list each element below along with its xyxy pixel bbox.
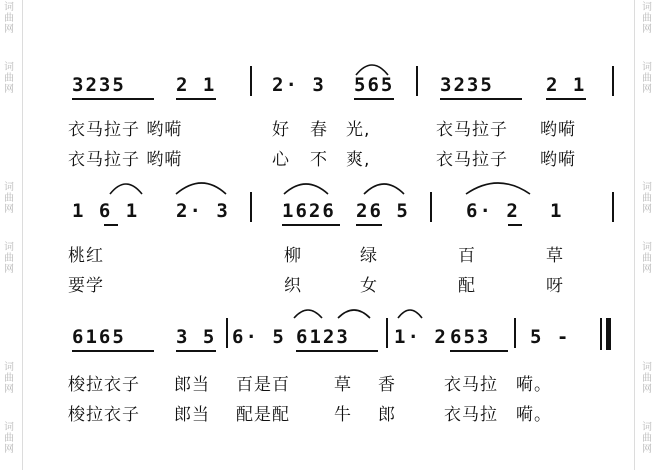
underline-beam: [450, 350, 508, 352]
notes-r1-m1a: 3235: [72, 74, 126, 96]
lyric-r1-v1-b: 好: [272, 120, 290, 140]
notes-r2-m3a: 6· 2: [466, 200, 520, 222]
slur-r3b: [338, 310, 370, 318]
watermark-left-6: 词 曲 网: [4, 422, 14, 455]
underline-beam: [508, 224, 522, 226]
lyric-r1-v1-c: 春: [310, 120, 328, 140]
slur-r3c: [398, 310, 422, 318]
underline-beam: [72, 350, 154, 352]
notes-r2-m3b: 1: [550, 200, 564, 222]
watermark-right-6: 词 曲 网: [642, 422, 652, 455]
watermark-right-5: 词 曲 网: [642, 362, 652, 395]
lyric-r2-v1-c: 绿: [360, 246, 378, 266]
lyric-r2-v2-b: 织: [284, 276, 302, 296]
watermark-left-3: 词 曲 网: [4, 182, 14, 215]
underline-beam: [104, 224, 118, 226]
lyric-r1-v2-d: 爽,: [346, 150, 371, 170]
watermark-right-3: 词 曲 网: [642, 182, 652, 215]
lyric-r3-v2-d: 牛: [334, 405, 352, 425]
notes-r2-m2b: 26 5: [356, 200, 410, 222]
underline-beam: [176, 350, 216, 352]
barline: [226, 318, 228, 348]
lyric-r1-v2-e: 衣马拉子: [436, 150, 508, 170]
barline: [430, 192, 432, 222]
lyric-r3-v2-f: 衣马拉: [444, 405, 498, 425]
underline-beam: [354, 98, 394, 100]
lyric-r1-v1-e: 衣马拉子: [436, 120, 508, 140]
lyric-r2-v1-e: 草: [546, 246, 564, 266]
lyric-r1-v1-a: 衣马拉子 哟嗬: [68, 120, 183, 140]
slur-r2e: [466, 183, 530, 194]
watermark-right-4: 词 曲 网: [642, 242, 652, 275]
watermark-left-5: 词 曲 网: [4, 362, 14, 395]
lyric-r3-v1-g: 嗬。: [516, 375, 552, 395]
lyric-r1-v2-f: 哟嗬: [540, 150, 576, 170]
notes-r3-m3b: 653: [450, 326, 491, 348]
slur-r3a: [294, 310, 322, 318]
notes-r1-m3a: 3235: [440, 74, 494, 96]
notes-r3-m2a: 6· 5: [232, 326, 286, 348]
barline: [416, 66, 418, 96]
notes-r1-m2b: 565: [354, 74, 395, 96]
lyric-r1-v1-f: 哟嗬: [540, 120, 576, 140]
lyric-r3-v2-a: 梭拉衣子: [68, 405, 140, 425]
underline-beam: [282, 224, 340, 226]
lyric-r2-v1-b: 柳: [284, 246, 302, 266]
lyric-r2-v2-e: 呀: [546, 276, 564, 296]
barline: [612, 66, 614, 96]
slur-r2b: [176, 183, 226, 194]
barline: [514, 318, 516, 348]
lyric-r1-v2-b: 心: [272, 150, 290, 170]
lyric-r3-v1-d: 草: [334, 375, 352, 395]
notes-r3-m4: 5 -: [530, 326, 571, 348]
lyric-r2-v1-a: 桃红: [68, 246, 104, 266]
lyric-r3-v1-c: 百是百: [236, 375, 290, 395]
notes-r3-m2b: 6123: [296, 326, 350, 348]
lyric-r2-v1-d: 百: [458, 246, 476, 266]
lyric-r3-v1-a: 梭拉衣子: [68, 375, 140, 395]
lyric-r1-v1-d: 光,: [346, 120, 371, 140]
underline-beam: [72, 98, 154, 100]
barline: [250, 192, 252, 222]
underline-beam: [176, 98, 216, 100]
lyric-r3-v1-e: 香: [378, 375, 396, 395]
lyric-r2-v2-c: 女: [360, 276, 378, 296]
barline: [250, 66, 252, 96]
slur-r2c: [284, 184, 328, 194]
underline-beam: [546, 98, 586, 100]
watermark-left-1: 词 曲 网: [4, 2, 14, 35]
notes-r2-m2a: 1626: [282, 200, 336, 222]
watermark-right-2: 词 曲 网: [642, 62, 652, 95]
notes-r1-m3b: 2 1: [546, 74, 587, 96]
lyric-r3-v2-g: 嗬。: [516, 405, 552, 425]
final-barline-thick: [606, 318, 611, 350]
lyric-r1-v2-a: 衣马拉子 哟嗬: [68, 150, 183, 170]
lyric-r2-v2-d: 配: [458, 276, 476, 296]
notes-r3-m1a: 6165: [72, 326, 126, 348]
barline: [386, 318, 388, 348]
slur-r2d: [364, 184, 404, 194]
slur-r2a: [110, 184, 142, 194]
watermark-right-1: 词 曲 网: [642, 2, 652, 35]
watermark-left-2: 词 曲 网: [4, 62, 14, 95]
lyric-r2-v2-a: 要学: [68, 276, 104, 296]
lyric-r3-v2-b: 郎当: [174, 405, 210, 425]
lyric-r3-v1-f: 衣马拉: [444, 375, 498, 395]
lyric-r3-v2-c: 配是配: [236, 405, 290, 425]
notes-r2-m1b: 2· 3: [176, 200, 230, 222]
lyric-r3-v2-e: 郎: [378, 405, 396, 425]
final-barline-thin: [600, 318, 602, 350]
notes-r2-m1a: 1 6 1: [72, 200, 140, 222]
underline-beam: [296, 350, 378, 352]
underline-beam: [356, 224, 382, 226]
lyric-r3-v1-b: 郎当: [174, 375, 210, 395]
notes-r3-m1b: 3 5: [176, 326, 217, 348]
underline-beam: [440, 98, 522, 100]
notes-r1-m1b: 2 1: [176, 74, 217, 96]
barline: [612, 192, 614, 222]
watermark-left-4: 词 曲 网: [4, 242, 14, 275]
notes-r3-m3a: 1· 2: [394, 326, 448, 348]
notes-r1-m2a: 2· 3: [272, 74, 326, 96]
lyric-r1-v2-c: 不: [310, 150, 328, 170]
